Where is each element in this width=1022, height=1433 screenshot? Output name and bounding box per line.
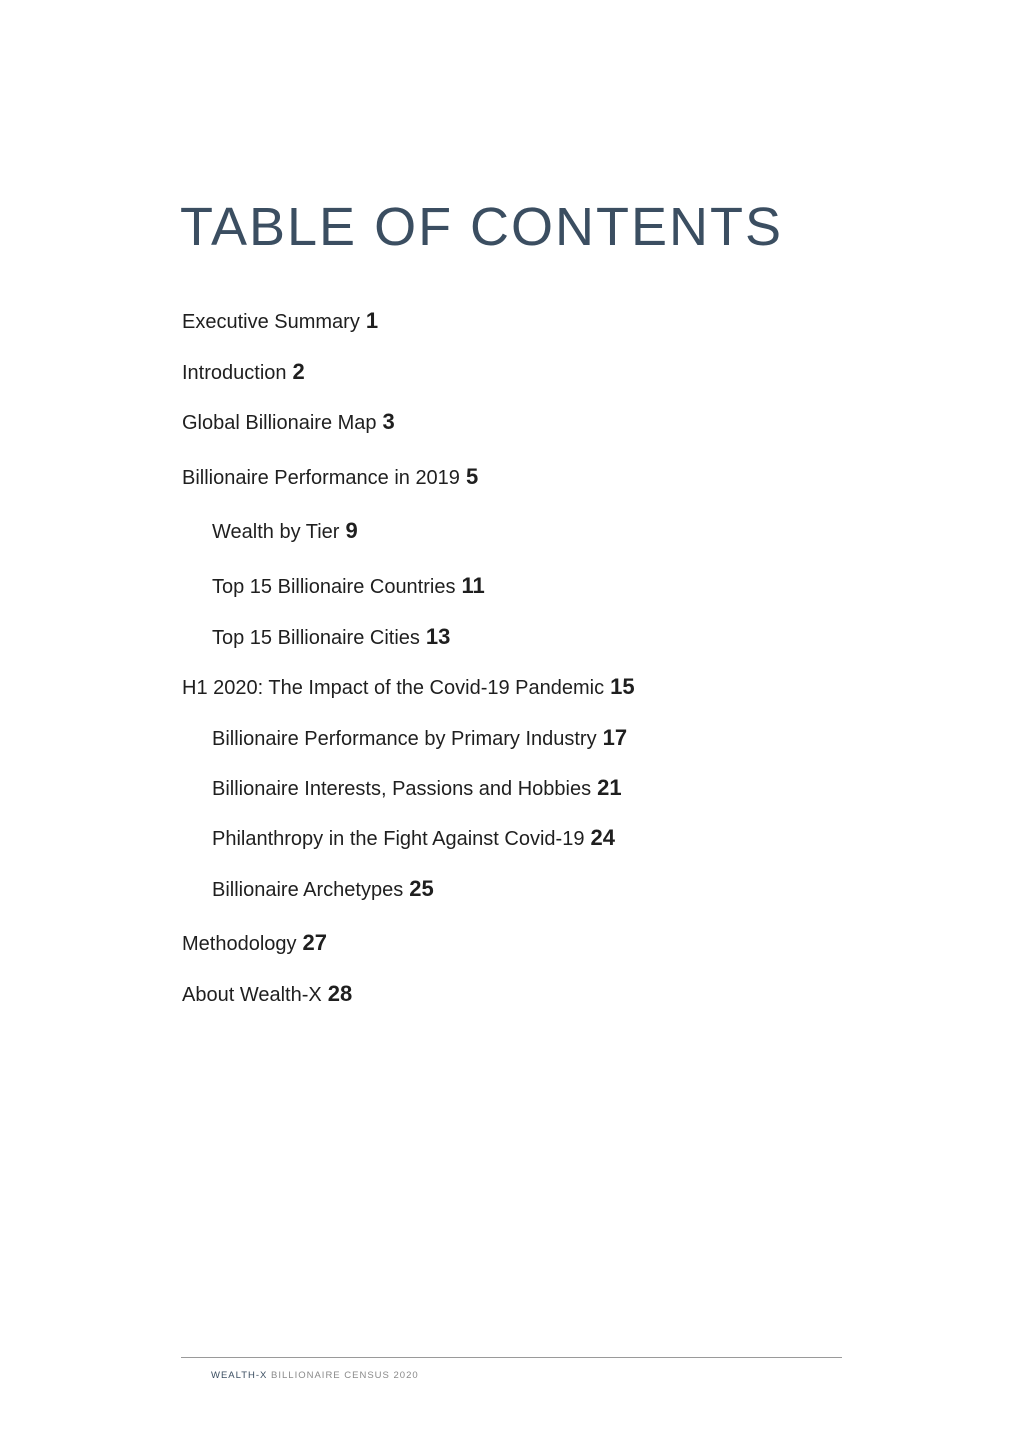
toc-entry-about-wealth-x[interactable] (182, 983, 352, 1005)
toc-entry-billionaire-performance-2019[interactable] (182, 466, 478, 488)
toc-entry-page-number: 25 (409, 876, 434, 901)
toc-entry-label: Introduction (182, 362, 287, 384)
toc-entry-philanthropy-covid[interactable] (212, 827, 615, 849)
toc-entry-label: Global Billionaire Map (182, 412, 377, 434)
toc-entry-label: Billionaire Performance in 2019 (182, 467, 460, 489)
toc-entry-performance-by-industry[interactable] (212, 727, 627, 749)
toc-entry-label: Wealth by Tier (212, 521, 340, 543)
toc-entry-page-number: 15 (610, 674, 635, 699)
toc-entry-page-number: 27 (302, 930, 328, 955)
toc-entry-interests-passions-hobbies[interactable] (212, 777, 622, 799)
toc-entry-label: Methodology (182, 933, 297, 955)
toc-entry-billionaire-archetypes[interactable] (212, 878, 434, 900)
toc-entry-introduction[interactable] (182, 361, 305, 383)
toc-entry-label: Philanthropy in the Fight Against Covid-19 (212, 828, 585, 850)
toc-entry-page-number: 21 (597, 775, 622, 800)
toc-entry-page-number: 11 (461, 573, 485, 598)
toc-entry-page-number: 5 (465, 464, 479, 489)
toc-entry-label: About Wealth-X (182, 984, 322, 1006)
toc-entry-wealth-by-tier[interactable] (212, 520, 358, 542)
toc-entry-label: H1 2020: The Impact of the Covid-19 Pandemic (182, 677, 605, 699)
toc-entry-page-number: 9 (345, 518, 358, 543)
toc-entry-global-billionaire-map[interactable] (182, 411, 395, 433)
toc-entry-label: Billionaire Performance by Primary Industry (212, 728, 597, 750)
toc-entry-label: Billionaire Interests, Passions and Hobbies (212, 778, 592, 800)
toc-entry-label: Top 15 Billionaire Countries (212, 576, 456, 598)
toc-entry-page-number: 1 (365, 308, 379, 333)
toc-entry-label: Top 15 Billionaire Cities (212, 627, 420, 649)
toc-entry-h1-2020-covid[interactable] (182, 676, 635, 698)
footer-divider (181, 1357, 842, 1358)
toc-entry-top-15-cities[interactable] (212, 626, 450, 648)
toc-entry-top-15-countries[interactable] (212, 575, 485, 597)
toc-entry-page-number: 13 (425, 624, 451, 649)
toc-entry-page-number: 2 (292, 359, 305, 384)
footer-brand: WEALTH-X (211, 1370, 268, 1381)
page-footer (211, 1371, 419, 1381)
toc-entry-page-number: 3 (382, 409, 395, 434)
toc-entry-executive-summary[interactable] (182, 310, 378, 332)
footer-publication-title: BILLIONAIRE CENSUS 2020 (271, 1370, 419, 1381)
toc-entry-methodology[interactable] (182, 932, 327, 954)
page-title: TABLE OF CONTENTS (180, 197, 784, 257)
toc-entry-page-number: 28 (327, 981, 353, 1006)
toc-entry-label: Executive Summary (182, 311, 360, 333)
toc-entry-label: Billionaire Archetypes (212, 879, 404, 901)
toc-entry-page-number: 24 (590, 825, 615, 850)
toc-entry-page-number: 17 (602, 725, 628, 750)
